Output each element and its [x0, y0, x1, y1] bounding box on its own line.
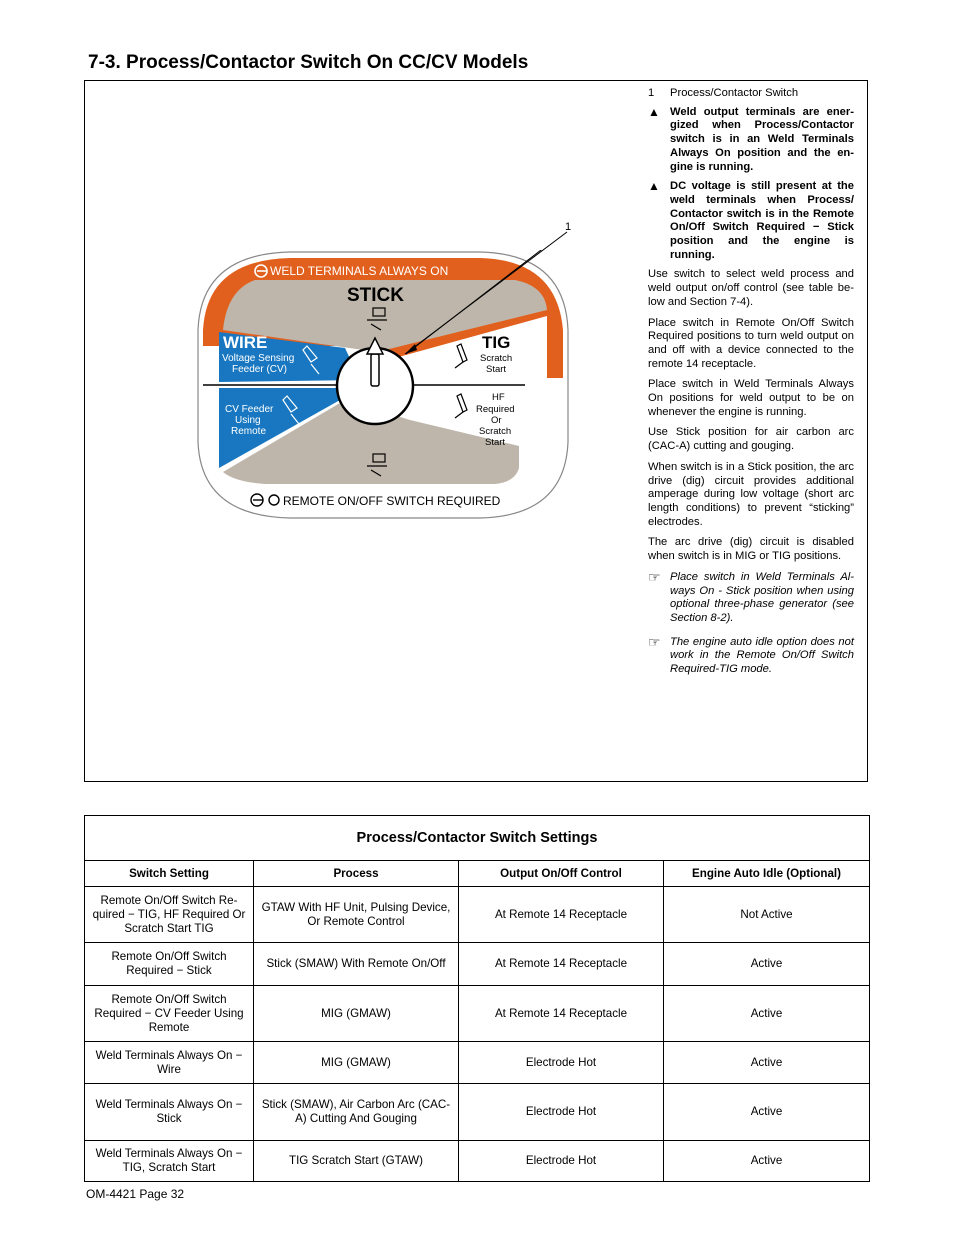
cv-label-2: Using: [235, 415, 261, 426]
tig-sub1: Scratch: [480, 353, 513, 364]
table-cell: Electrode Hot: [459, 1084, 664, 1141]
item-number: 1: [648, 87, 655, 99]
table-cell: Not Active: [664, 887, 870, 943]
table-cell: Active: [664, 1084, 870, 1141]
table-cell: MIG (GMAW): [254, 1042, 459, 1084]
paragraph: When switch is in a Stick position, the arc drive (dig) circuit provides additional amperage during low voltage (short arc length conditions) to prevent “sticking” electrodes.: [648, 460, 854, 528]
hf-label-2: Required: [476, 404, 515, 415]
hf-label-5: Start: [485, 437, 506, 448]
pointing-hand-icon: ☞: [648, 633, 661, 650]
paragraph: Use switch to select weld process and weld output on/off control (see table below and Section 7-4).: [648, 268, 854, 308]
item-text: Process/Contactor Switch: [670, 87, 799, 99]
table-cell: GTAW With HF Unit, Pulsing Device, Or Remote Control: [254, 887, 459, 943]
hf-label-1: HF: [492, 392, 505, 403]
table-cell: Remote On/Off Switch Required − CV Feeder Using Remote: [85, 986, 254, 1042]
table-cell: Weld Terminals Always On − Wire: [85, 1042, 254, 1084]
section-heading: 7-3. Process/Contactor Switch On CC/CV Models: [88, 52, 529, 73]
table-row: [85, 1042, 870, 1084]
table-cell: At Remote 14 Receptacle: [459, 887, 664, 943]
table-cell: At Remote 14 Receptacle: [459, 986, 664, 1042]
warning-triangle-icon: ▲: [648, 179, 660, 194]
wire-label: WIRE: [223, 333, 268, 352]
table-cell: Stick (SMAW), Air Carbon Arc (CAC-A) Cutting And Gouging: [254, 1084, 459, 1141]
note-1: ☞ Place switch in Weld Terminals Always On - Stick position when using optional three-phase generator (see Section 8-2).: [648, 568, 854, 624]
callout-number: 1: [565, 221, 572, 233]
tig-label: TIG: [482, 333, 511, 352]
warning-2: ▲ DC voltage is still present at the weld terminals when Process/ Contactor switch is in the Remote On/Off Switch Required − Stick position and the engine is running.: [648, 179, 854, 261]
table-cell: MIG (GMAW): [254, 986, 459, 1042]
paragraph: Place switch in Remote On/Off Switch Required positions to turn weld output on and off with a device connected to the remote 14 receptacle.: [648, 316, 854, 370]
wire-sub1: Voltage Sensing: [222, 353, 295, 364]
page-footer: OM-4421 Page 32: [86, 1187, 185, 1201]
top-label: WELD TERMINALS ALWAYS ON: [270, 264, 449, 278]
warning-triangle-icon: ▲: [648, 104, 660, 119]
tig-sub2: Start: [486, 364, 507, 375]
table-cell: Electrode Hot: [459, 1042, 664, 1084]
table-caption: Process/Contactor Switch Settings: [85, 816, 870, 861]
table-cell: TIG Scratch Start (GTAW): [254, 1141, 459, 1182]
table-cell: Remote On/Off Switch Required − Stick: [85, 943, 254, 986]
wire-sub2: Feeder (CV): [232, 364, 288, 375]
bottom-label: REMOTE ON/OFF SWITCH REQUIRED: [283, 494, 501, 508]
paragraph: The arc drive (dig) circuit is disabled when switch is in MIG or TIG positions.: [648, 536, 854, 563]
table-cell: Active: [664, 1042, 870, 1084]
table-cell: Electrode Hot: [459, 1141, 664, 1182]
column-header: Process: [254, 861, 459, 887]
table-cell: Weld Terminals Always On − Stick: [85, 1084, 254, 1141]
cv-label-1: CV Feeder: [225, 404, 274, 415]
table-cell: Weld Terminals Always On − TIG, Scratch Start: [85, 1141, 254, 1182]
table-cell: Remote On/Off Switch Required − TIG, HF Required Or Scratch Start TIG: [85, 887, 254, 943]
table-cell: Active: [664, 943, 870, 986]
table-row: [85, 943, 870, 986]
column-header: Switch Setting: [85, 861, 254, 887]
table-cell: Active: [664, 1141, 870, 1182]
table-row: [85, 887, 870, 943]
warning-1: ▲ Weld output terminals are energized when Process/Contactor switch is in an Weld Terminals Always On position and the engine is running.: [648, 104, 854, 173]
hf-label-4: Scratch: [479, 426, 512, 437]
column-header: Engine Auto Idle (Optional): [664, 861, 870, 887]
side-notes: [648, 87, 854, 687]
table-cell: At Remote 14 Receptacle: [459, 943, 664, 986]
pointing-hand-icon: ☞: [648, 568, 661, 585]
paragraph: Use Stick position for air carbon arc (CAC-A) cutting and gouging.: [648, 426, 854, 453]
cv-label-3: Remote: [231, 426, 267, 437]
item-1: [648, 87, 854, 101]
column-header: Output On/Off Control: [459, 861, 664, 887]
stick-label: STICK: [347, 285, 404, 306]
table-header-row: [85, 861, 870, 887]
note-2: ☞ The engine auto idle option does not work in the Remote On/Off Switch Required-TIG mode.: [648, 633, 854, 676]
table-cell: Stick (SMAW) With Remote On/Off: [254, 943, 459, 986]
settings-table: [84, 815, 870, 1182]
hf-label-3: Or: [491, 415, 502, 426]
callout-leader: [395, 222, 575, 362]
table-cell: Active: [664, 986, 870, 1042]
table-row: [85, 986, 870, 1042]
table-row: [85, 1084, 870, 1141]
table-row: [85, 1141, 870, 1182]
paragraph: Place switch in Weld Terminals Always On positions for weld output to be on whenever the engine is running.: [648, 378, 854, 418]
